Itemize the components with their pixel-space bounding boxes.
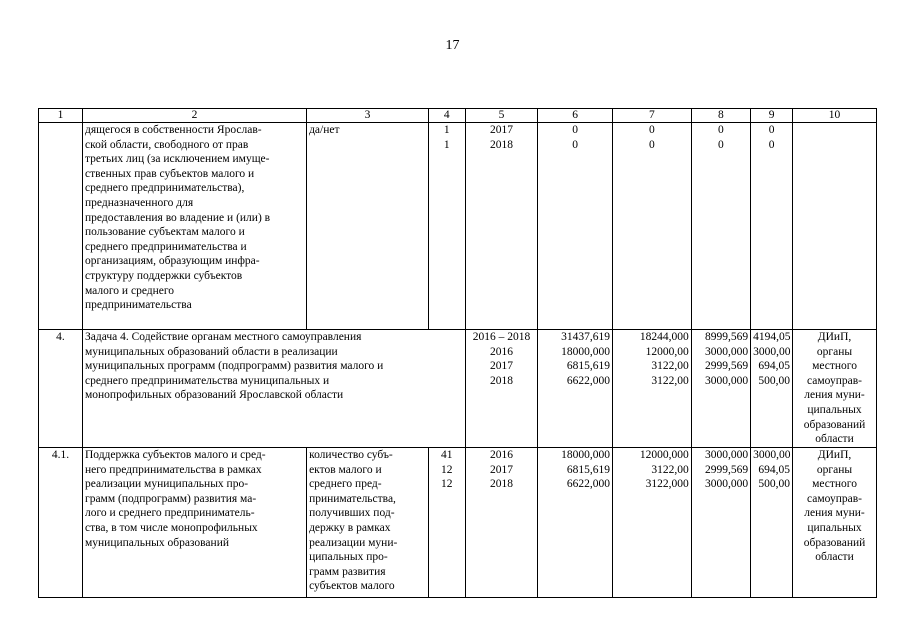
table-row (39, 448, 877, 598)
years: 2016 2017 2018 (465, 448, 538, 598)
funding-regional: 0 0 (612, 123, 691, 330)
funding-local: 3000,00 694,05 500,00 (751, 448, 793, 598)
funding-total: 31437,619 18000,000 6815,619 6622,000 (538, 330, 613, 448)
col-header-3: 3 (307, 109, 429, 123)
page-number: 17 (445, 38, 460, 53)
table-row (39, 123, 877, 330)
task-description: Задача 4. Содействие органам местного самоуправления муниципальных образований области в реализации муниципальных программ (подпрограмм) развития малого и среднего предпринимательства муниципальных и монопрофильных образований Ярославской области (82, 330, 465, 448)
funding-local: 4194,05 3000,00 694,05 500,00 (751, 330, 793, 448)
row-number (39, 123, 83, 330)
executor (793, 123, 877, 330)
program-table (38, 108, 877, 598)
col-header-5: 5 (465, 109, 538, 123)
row-number: 4. (39, 330, 83, 448)
plan-value: 41 12 12 (428, 448, 465, 598)
executor: ДИиП, органы местного самоуправ- ления муни- ципальных образований области (793, 330, 877, 448)
col-header-2: 2 (82, 109, 306, 123)
column-number-row (39, 109, 877, 123)
col-header-6: 6 (538, 109, 613, 123)
funding-regional: 12000,000 3122,00 3122,000 (612, 448, 691, 598)
funding-local: 0 0 (751, 123, 793, 330)
funding-regional: 18244,000 12000,00 3122,00 3122,00 (612, 330, 691, 448)
funding-federal: 3000,000 2999,569 3000,000 (691, 448, 750, 598)
plan-value: 1 1 (428, 123, 465, 330)
table-row (39, 330, 877, 448)
years: 2017 2018 (465, 123, 538, 330)
funding-federal: 0 0 (691, 123, 750, 330)
years: 2016 – 2018 2016 2017 2018 (465, 330, 538, 448)
col-header-9: 9 (751, 109, 793, 123)
col-header-1: 1 (39, 109, 83, 123)
funding-total: 0 0 (538, 123, 613, 330)
activity-name: Поддержка субъектов малого и сред- него предпринимательства в рамках реализации муниципальных про- грамм (подпрограмм) развития ма- лого и среднего предприниматель- ства, в том числе монопрофильных муниципальных образований (82, 448, 306, 598)
row-number: 4.1. (39, 448, 83, 598)
col-header-7: 7 (612, 109, 691, 123)
col-header-4: 4 (428, 109, 465, 123)
activity-name: дящегося в собственности Ярослав- ской области, свободного от прав третьих лиц (за исключением имуще- ственных прав субъектов малого и среднего предпринимательства), предназначенного для предоставления во владение и (или) в пользование субъектам малого и среднего предпринимательства и организациям, образующим инфра- структуру поддержки субъектов малого и среднего предпринимательства (82, 123, 306, 330)
col-header-8: 8 (691, 109, 750, 123)
funding-federal: 8999,569 3000,000 2999,569 3000,000 (691, 330, 750, 448)
executor: ДИиП, органы местного самоуправ- ления муни- ципальных образований области (793, 448, 877, 598)
indicator-name: количество субъ- ектов малого и среднего пред- принимательства, получивших под- держку в рамках реализации муни- ципальных про- грамм развития субъектов малого (307, 448, 429, 598)
indicator-name: да/нет (307, 123, 429, 330)
funding-total: 18000,000 6815,619 6622,000 (538, 448, 613, 598)
col-header-10: 10 (793, 109, 877, 123)
